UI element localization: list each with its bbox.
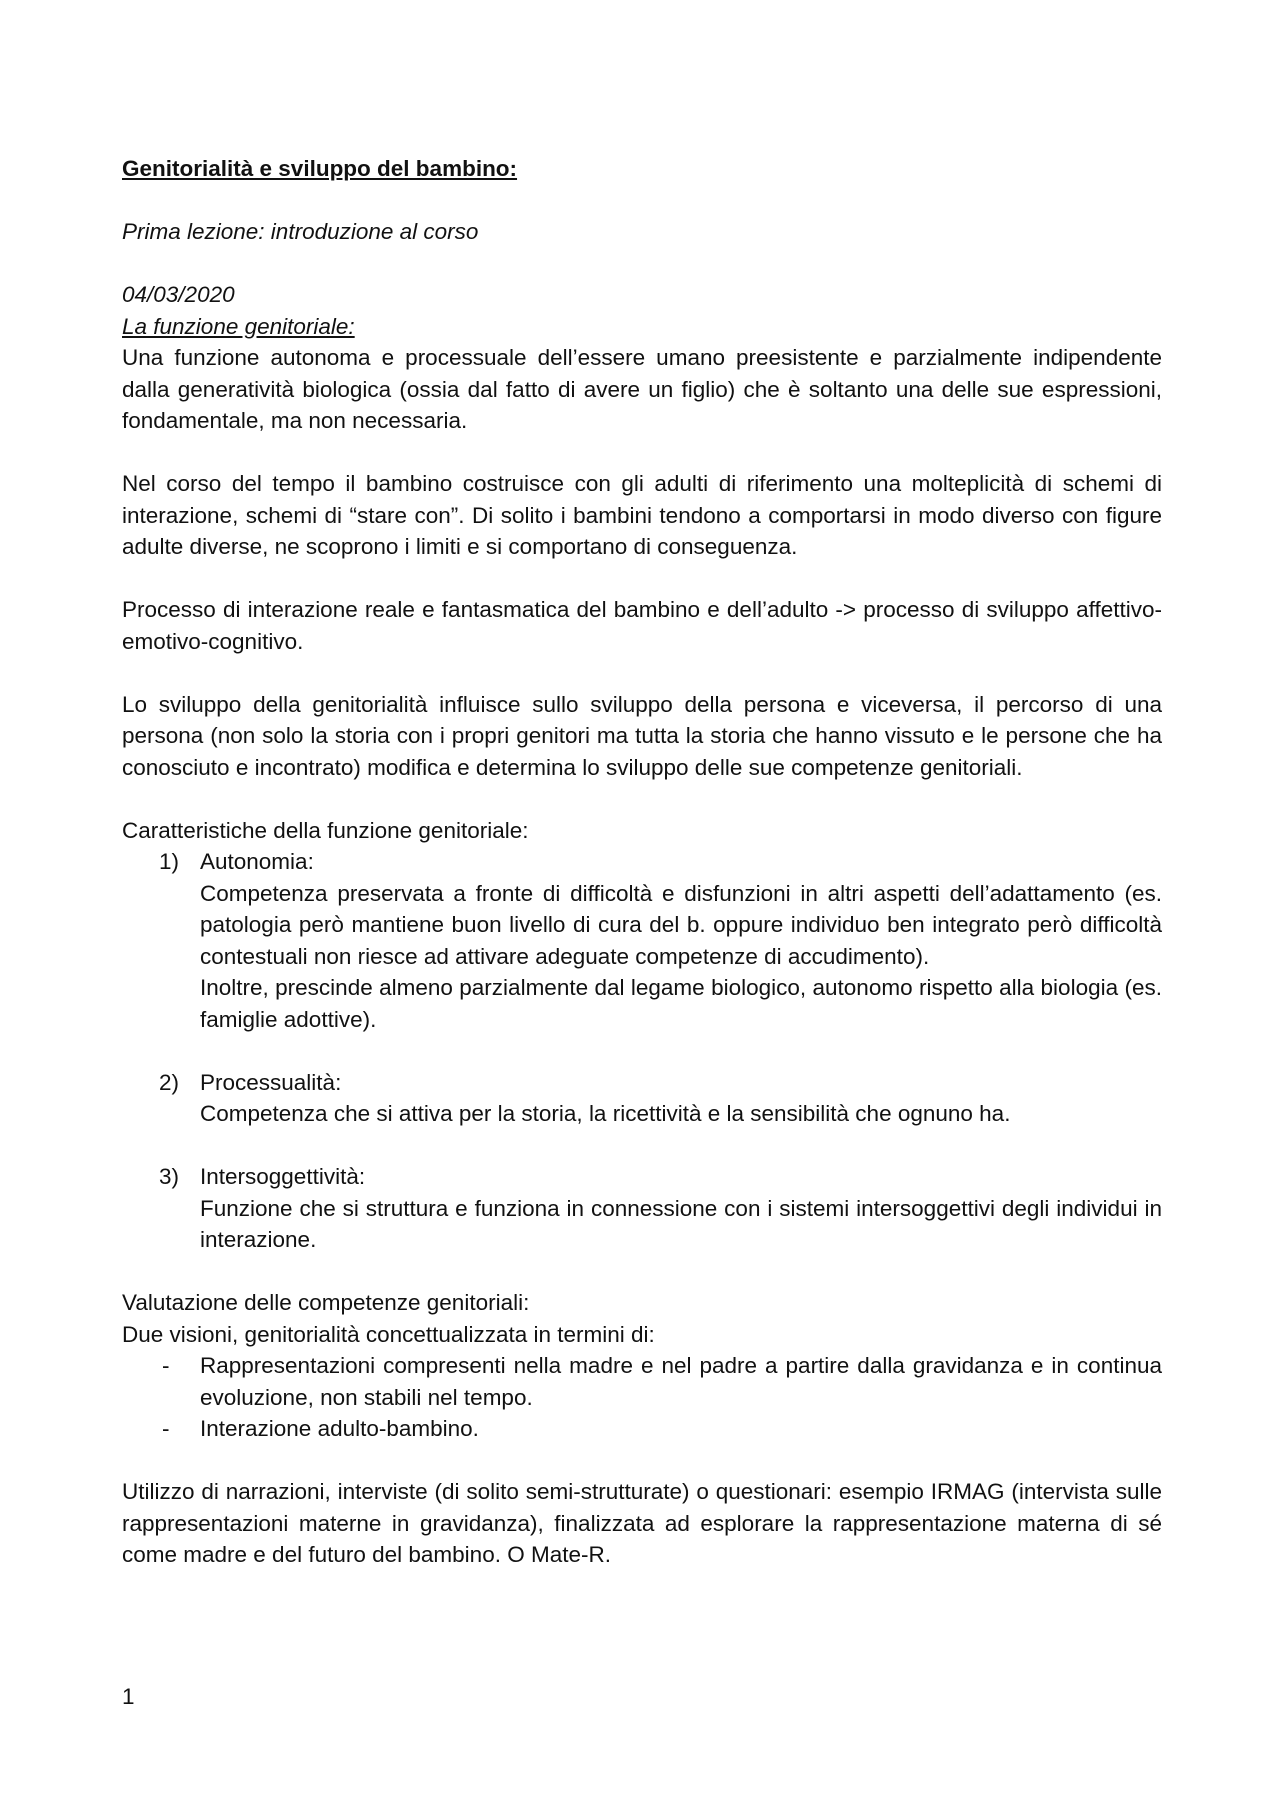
feature-name: Intersoggettività: xyxy=(200,1164,366,1189)
feature-item xyxy=(122,1067,1162,1130)
spacer xyxy=(122,248,1162,280)
spacer xyxy=(122,437,1162,469)
paragraph: Nel corso del tempo il bambino costruisce con gli adulti di riferimento una molteplicità di schemi di interazione, schemi di “stare con”. Di solito i bambini tendono a comportarsi in modo diverso con figure adulte diverse, ne scoprono i limiti e si comportano di conseguenza. xyxy=(122,471,1162,559)
page-number: 1 xyxy=(122,1684,135,1709)
spacer xyxy=(122,1445,1162,1477)
evaluation-item-text: Interazione adulto-bambino. xyxy=(200,1416,479,1441)
evaluation-item-text: Rappresentazioni compresenti nella madre e nel padre a partire dalla gravidanza e in continua evoluzione, non stabili nel tempo. xyxy=(200,1353,1162,1410)
feature-number: 2) xyxy=(159,1069,180,1095)
spacer xyxy=(122,1035,1162,1067)
spacer xyxy=(122,1130,1162,1162)
evaluation-intro: Due visioni, genitorialità concettualizzata in termini di: xyxy=(122,1321,655,1347)
spacer xyxy=(122,657,1162,689)
paragraph: Una funzione autonoma e processuale dell’essere umano preesistente e parzialmente indipendente dalla generatività biologica (ossia dal fatto di avere un figlio) che è soltanto una delle sue espressioni, fondamentale, ma non necessaria. xyxy=(122,345,1162,433)
feature-name: Processualità: xyxy=(200,1069,342,1095)
paragraph: Processo di interazione reale e fantasmatica del bambino e dell’adulto -> processo di sviluppo affettivo-emotivo-cognitivo. xyxy=(122,597,1162,654)
feature-description: Funzione che si struttura e funziona in connessione con i sistemi intersoggettivi degli individui in interazione. xyxy=(200,1195,1162,1252)
document-title: Genitorialità e sviluppo del bambino: xyxy=(122,156,518,181)
feature-description: Competenza preservata a fronte di difficoltà e disfunzioni in altri aspetti dell’adattamento (es. patologia però mantiene buon livello di cura del b. oppure individuo ben integrato però difficoltà contestuali non riesce ad attivare adeguate competenze di accudimento). xyxy=(200,880,1162,969)
list-dash: - xyxy=(162,1353,170,1378)
lesson-date: 04/03/2020 xyxy=(122,282,235,307)
spacer xyxy=(122,563,1162,595)
section-heading: La funzione genitoriale: xyxy=(122,313,355,339)
spacer xyxy=(122,783,1162,815)
feature-number: 3) xyxy=(159,1164,180,1189)
evaluation-item xyxy=(122,1350,1162,1413)
closing-paragraph: Utilizzo di narrazioni, interviste (di solito semi-strutturate) o questionari: esempio IRMAG (intervista sulle rappresentazioni materne in gravidanza), finalizzata ad esplorare la rappresentazione materna di sé come madre e del futuro del bambino. O Mate-R. xyxy=(122,1479,1162,1567)
feature-description: Competenza che si attiva per la storia, la ricettività e la sensibilità che ognuno ha. xyxy=(200,1101,1011,1126)
features-intro: Caratteristiche della funzione genitoriale: xyxy=(122,817,529,843)
features-list xyxy=(122,846,1162,1256)
lesson-subtitle: Prima lezione: introduzione al corso xyxy=(122,219,479,244)
evaluation-list xyxy=(122,1350,1162,1445)
evaluation-heading: Valutazione delle competenze genitoriali: xyxy=(122,1290,530,1315)
feature-item xyxy=(122,1161,1162,1256)
feature-item xyxy=(122,846,1162,1035)
paragraph: Lo sviluppo della genitorialità influisce sullo sviluppo della persona e viceversa, il percorso di una persona (non solo la storia con i propri genitori ma tutta la storia che hanno vissuto e le persone che ha conosciuto e incontrato) modifica e determina lo sviluppo delle sue competenze genitoriali. xyxy=(122,691,1162,780)
page-content xyxy=(122,153,1162,1571)
feature-name: Autonomia: xyxy=(200,849,314,874)
feature-extra: Inoltre, prescinde almeno parzialmente dal legame biologico, autonomo rispetto alla biologia (es. famiglie adottive). xyxy=(200,975,1162,1032)
spacer xyxy=(122,1256,1162,1288)
evaluation-item xyxy=(122,1413,1162,1445)
feature-number: 1) xyxy=(159,849,180,874)
list-dash: - xyxy=(162,1416,170,1441)
spacer xyxy=(122,185,1162,217)
